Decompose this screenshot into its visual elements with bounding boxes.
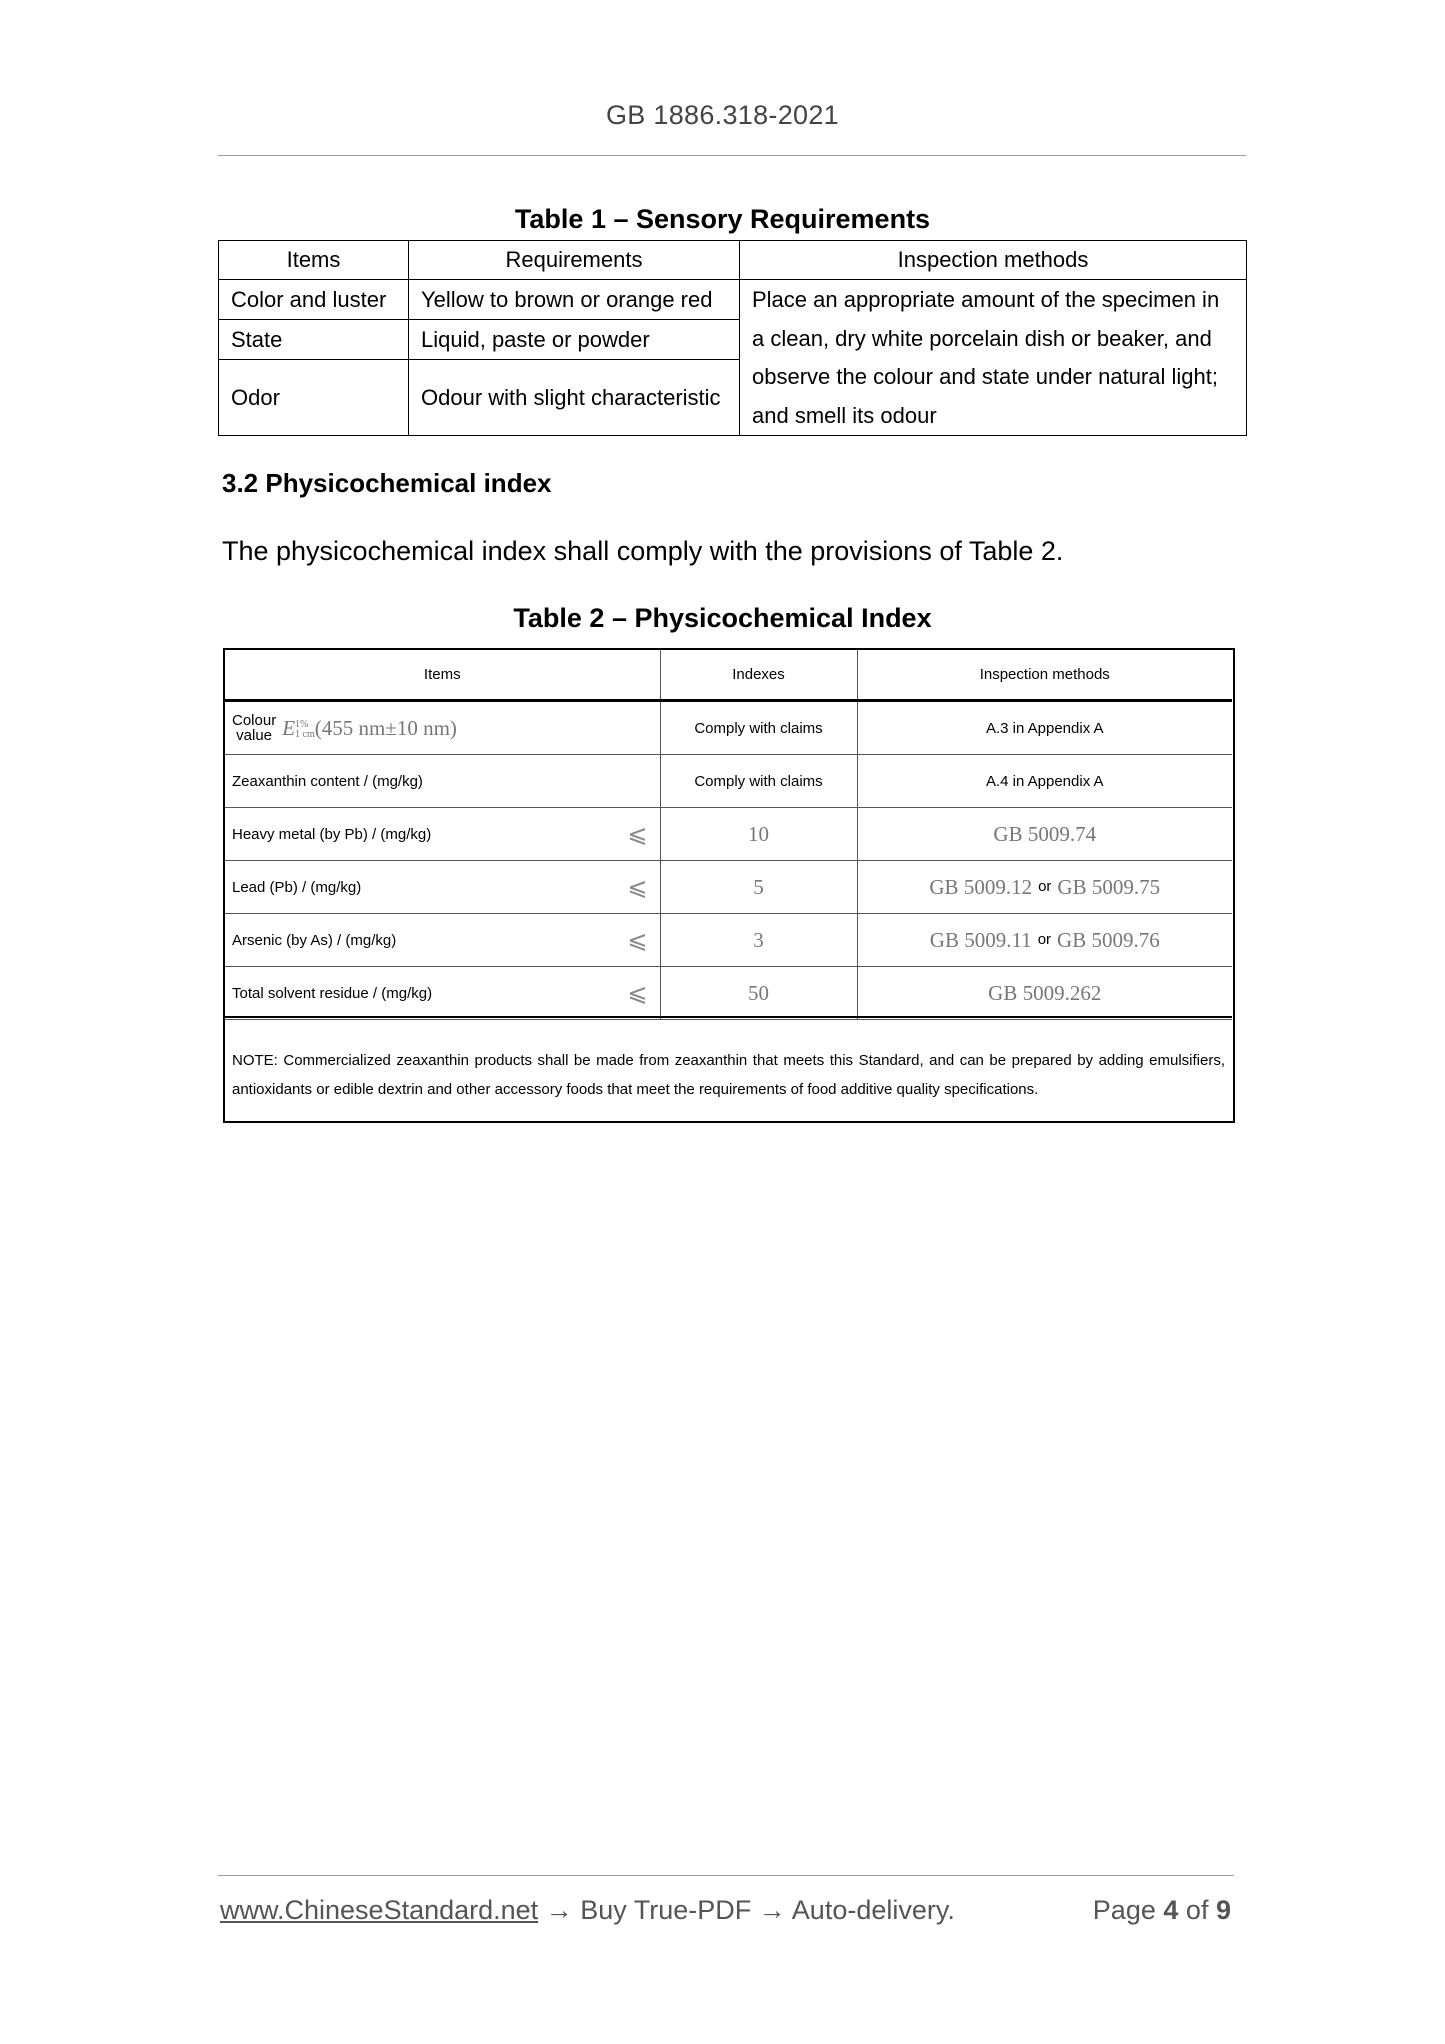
colour-value-index: Comply with claims — [660, 701, 857, 755]
page-indicator: Page 4 of 9 — [1092, 1895, 1231, 1925]
table1-requirement: Odour with slight characteristic — [409, 360, 740, 436]
footer-divider — [218, 1875, 1234, 1876]
table2-method: GB 5009.262 — [857, 967, 1232, 1020]
sensory-requirements-table — [218, 240, 1247, 436]
table2-method: GB 5009.74 — [857, 808, 1232, 861]
table1-requirement: Yellow to brown or orange red — [409, 280, 740, 320]
less-or-equal-sign: ⩽ — [627, 926, 648, 954]
table2-index-value: 10 — [660, 808, 857, 861]
table2-header-methods: Inspection methods — [857, 650, 1232, 701]
table1-header-items: Items — [219, 241, 409, 280]
current-page-number: 4 — [1163, 1895, 1179, 1925]
table2-index-value: 50 — [660, 967, 857, 1020]
chinesestandard-link[interactable]: www.ChineseStandard.net — [220, 1895, 539, 1925]
table2-note: NOTE: Commercialized zeaxanthin products shall be made from zeaxanthin that meets this Standard, and can be prepared by adding emulsifiers, antioxidants or edible dextrin and other accessory foods that meet the requirements of food additive quality specifications. — [225, 1016, 1232, 1120]
table2-item: Total solvent residue / (mg/kg) ⩽ — [225, 967, 660, 1020]
table2-item: Lead (Pb) / (mg/kg) ⩽ — [225, 861, 660, 914]
colour-value-method: A.3 in Appendix A — [857, 701, 1232, 755]
table2-index-value: 3 — [660, 914, 857, 967]
table1-item: State — [219, 320, 409, 360]
zeaxanthin-content-method: A.4 in Appendix A — [857, 755, 1232, 808]
less-or-equal-sign: ⩽ — [627, 820, 648, 848]
table1-method-line: a clean, dry white porcelain dish or beaker, and — [752, 325, 1212, 351]
table1-method-line: observe the colour and state under natural light; — [752, 364, 1218, 389]
table2-method: GB 5009.12 or GB 5009.75 — [857, 861, 1232, 914]
colour-value-item — [225, 701, 660, 755]
document-id-header: GB 1886.318-2021 — [606, 100, 839, 130]
table1-header-requirements: Requirements — [409, 241, 740, 280]
total-page-count: 9 — [1215, 1895, 1231, 1925]
arrow-right-icon: → — [758, 1895, 786, 1925]
section-heading: 3.2 Physicochemical index — [222, 468, 552, 498]
zeaxanthin-content-item: Zeaxanthin content / (mg/kg) — [225, 755, 660, 808]
physicochemical-index-table — [223, 648, 1235, 1123]
table2-item: Heavy metal (by Pb) / (mg/kg) ⩽ — [225, 808, 660, 861]
less-or-equal-sign: ⩽ — [627, 873, 648, 901]
arrow-right-icon: → — [545, 1895, 573, 1925]
less-or-equal-sign: ⩽ — [627, 979, 648, 1007]
table1-method-line: Place an appropriate amount of the specimen in — [752, 287, 1220, 312]
physicochemical-index-grid — [225, 650, 1232, 1020]
table2-caption: Table 2 – Physicochemical Index — [513, 603, 932, 633]
table2-header-indexes: Indexes — [660, 650, 857, 701]
auto-delivery-text: Auto-delivery. — [791, 1895, 955, 1925]
table2-header-items: Items — [225, 650, 660, 701]
table2-item: Arsenic (by As) / (mg/kg) ⩽ — [225, 914, 660, 967]
colour-value-formula: E1% 1 cm(455 nm±10 nm) — [282, 715, 457, 740]
header-divider — [218, 155, 1246, 156]
table1-item: Odor — [219, 360, 409, 436]
table1-method-cell — [740, 280, 1247, 436]
table1-method-line: and smell its odour — [752, 402, 937, 428]
table1-item: Color and luster — [219, 280, 409, 320]
section-body-text: The physicochemical index shall comply with the provisions of Table 2. — [222, 536, 1064, 566]
buy-true-pdf-text: Buy True-PDF — [580, 1895, 752, 1925]
table2-index-value: 5 — [660, 861, 857, 914]
table1-header-methods: Inspection methods — [740, 241, 1247, 280]
zeaxanthin-content-index: Comply with claims — [660, 755, 857, 808]
colour-value-label: Colour value — [232, 712, 277, 744]
footer-promo — [220, 1895, 955, 1926]
table1-caption: Table 1 – Sensory Requirements — [514, 204, 931, 234]
table2-method: GB 5009.11 or GB 5009.76 — [857, 914, 1232, 967]
table1-requirement: Liquid, paste or powder — [409, 320, 740, 360]
